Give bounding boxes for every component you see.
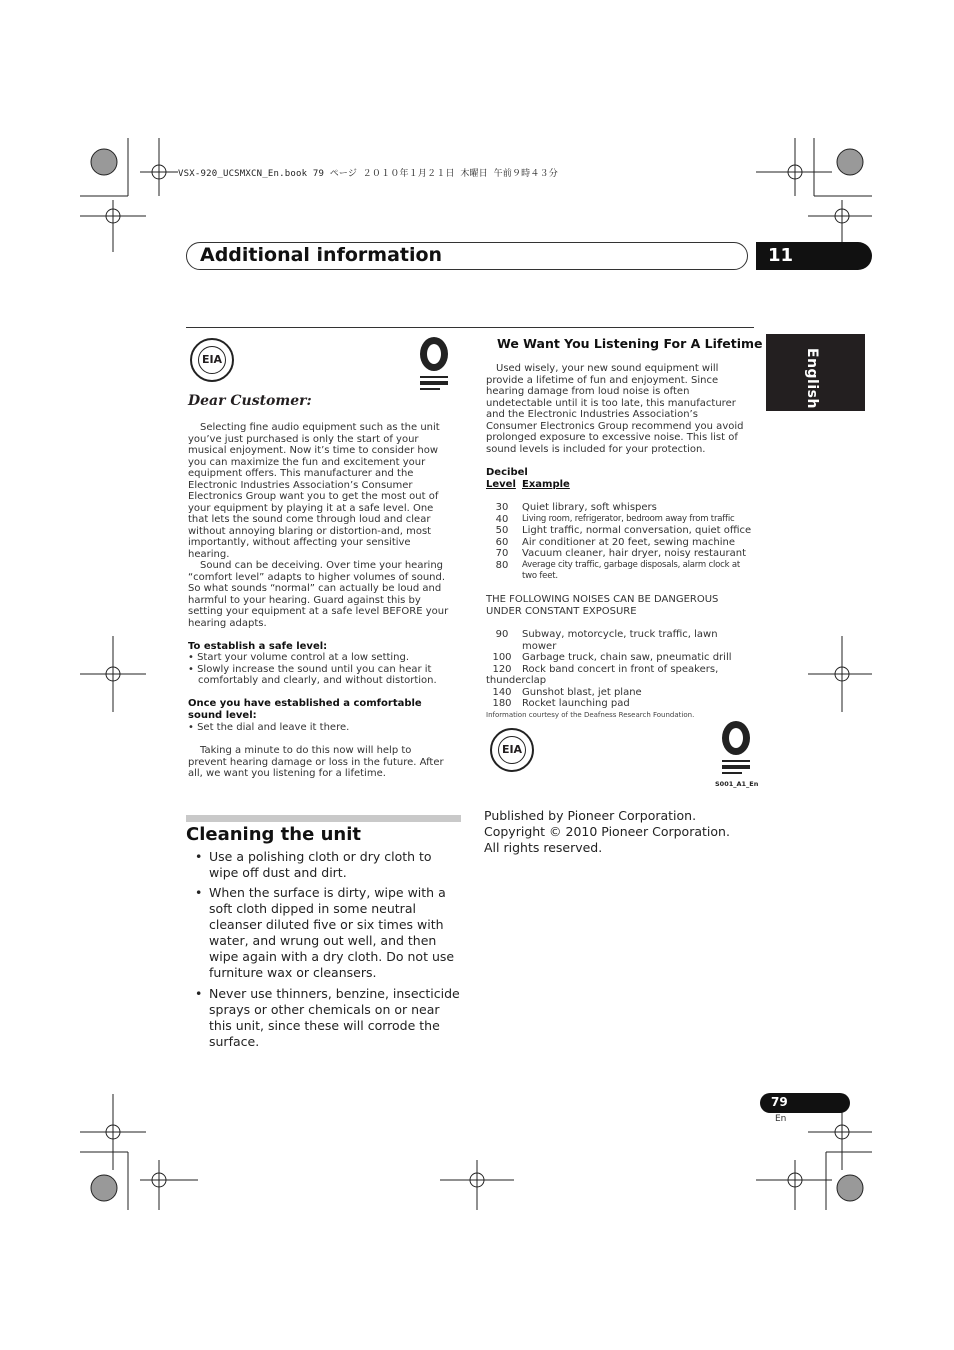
lifetime-heading: We Want You Listening For A Lifetime xyxy=(497,336,763,351)
page-title: Additional information xyxy=(200,244,443,266)
level-cell: 180 xyxy=(492,698,512,709)
level-cell: 50 xyxy=(495,525,509,536)
level-cell: 120 xyxy=(492,663,512,675)
comfort-heading: Once you have established a comfortable sound level: xyxy=(188,698,422,721)
language-label: English xyxy=(804,348,820,409)
example-cell: Quiet library, soft whispers xyxy=(522,502,657,513)
listening-logo xyxy=(416,336,452,394)
table-row xyxy=(486,560,752,583)
lifetime-intro: Used wisely, your new sound equipment will provide a lifetime of fun and enjoyment. Since hearing damage from loud noise is often undetectable until it is too late, this manufacturer and the Electronic Industries Association’s Consumer Electronics Group recommend you avoid prolonged exposure to excessive noise. This list of sound levels is included for your protection. xyxy=(486,363,744,455)
example-cell: Air conditioner at 20 feet, sewing machine xyxy=(522,536,735,548)
example-cell: Living room, refrigerator, bedroom away from traffic xyxy=(522,513,735,524)
level-cell: 70 xyxy=(495,548,509,559)
publisher-line: Published by Pioneer Corporation. xyxy=(484,808,697,823)
eia-logo-text: EIA xyxy=(498,736,526,764)
safe-item-2: • Slowly increase the sound until you can hear it xyxy=(188,664,432,675)
example-cell: Rock band concert in front of speakers, xyxy=(522,663,719,675)
safe-item-2-cont: comfortably and clearly, and without distortion. xyxy=(198,675,437,686)
page-language: En xyxy=(775,1114,787,1124)
level-cell: 140 xyxy=(492,686,512,698)
decibel-label: Decibel xyxy=(486,467,528,478)
bullet-dot: • xyxy=(195,849,203,864)
table-row xyxy=(486,675,752,687)
table-row xyxy=(486,537,752,549)
cleaning-item xyxy=(195,986,461,1050)
table-row xyxy=(486,514,752,526)
level-cell: 80 xyxy=(495,559,509,571)
cleaning-item xyxy=(195,849,461,881)
example-cell: Light traffic, normal conversation, quiet office xyxy=(522,525,752,536)
copyright-line: Copyright © 2010 Pioneer Corporation. xyxy=(484,824,730,839)
document-code: S001_A1_En xyxy=(715,780,759,788)
eia-logo xyxy=(190,338,234,382)
danger-table xyxy=(486,629,752,710)
closing-paragraph: Taking a minute to do this now will help to prevent hearing damage or loss in the future. After all, we want you listening for a lifetime. xyxy=(188,745,444,779)
danger-heading: THE FOLLOWING NOISES CAN BE DANGEROUS UNDER CONSTANT EXPOSURE xyxy=(486,594,719,617)
table-row xyxy=(486,652,752,664)
intro-paragraph: Selecting fine audio equipment such as the unit you’ve just purchased is only the start of your musical enjoyment. Now it’s time to consider how you can maximize the fun and excitement your equipment offers. This manufacturer and the Electronic Industries Association’s Consumer Electronics Group want you to get the most out of your equipment by playing it at a safe level. One that lets the sound come through loud and clear without annoying blaring or distortion-and, most importantly, without affecting your sensitive hearing. xyxy=(188,422,440,560)
example-cell: Subway, motorcycle, truck traffic, lawn mower xyxy=(522,629,718,652)
safe-level-heading: To establish a safe level: xyxy=(188,641,328,652)
table-row xyxy=(486,525,752,537)
print-info-line: VSX-920_UCSMXCN_En.book 79 ページ ２０１０年１月２１日 木曜日 午前９時４３分 xyxy=(178,169,558,179)
example-cell: Rocket launching pad xyxy=(522,698,630,709)
cleaning-item-text: Never use thinners, benzine, insecticide sprays or other chemicals on or near this unit, since these will corrode the surface. xyxy=(209,986,460,1049)
eia-logo-text: EIA xyxy=(198,346,226,374)
cleaning-item-text: When the surface is dirty, wipe with a soft cloth dipped in some neutral cleanser diluted five or six times with water, and wrung out well, and then wipe again with a dry cloth. Do not use furniture wax or cleansers. xyxy=(209,885,455,980)
chapter-badge: 11 xyxy=(756,242,872,270)
bullet-dot: • xyxy=(195,885,203,900)
level-cell: 30 xyxy=(495,502,509,513)
cleaning-item-text: Use a polishing cloth or dry cloth to wipe off dust and dirt. xyxy=(209,849,432,880)
table-row xyxy=(486,548,752,560)
example-column-header: Example xyxy=(522,479,570,490)
table-row xyxy=(486,629,752,652)
courtesy-note: Information courtesy of the Deafness Research Foundation. xyxy=(486,711,695,719)
rights-line: All rights reserved. xyxy=(484,840,603,855)
level-cell: 100 xyxy=(492,652,512,663)
comfort-item: • Set the dial and leave it there. xyxy=(188,722,350,733)
decibel-table xyxy=(486,502,752,583)
sound-paragraph: Sound can be deceiving. Over time your hearing “comfort level” adapts to higher volumes of sound. So what sounds “normal” can actually be loud and harmful to your hearing. Guard against this by setting your equipment at a safe level BEFORE your hearing adapts. xyxy=(188,560,449,629)
top-divider xyxy=(186,327,754,328)
example-cell: thunderclap xyxy=(486,675,547,686)
example-cell: Gunshot blast, jet plane xyxy=(522,686,642,698)
table-row xyxy=(486,502,752,514)
section-bar xyxy=(186,815,461,822)
listening-logo xyxy=(718,720,754,778)
example-cell: Vacuum cleaner, hair dryer, noisy restaurant xyxy=(522,548,747,559)
table-row xyxy=(486,687,752,699)
level-cell: 60 xyxy=(495,536,509,548)
table-row xyxy=(486,698,752,710)
page-number: 79 xyxy=(760,1093,850,1113)
level-cell: 40 xyxy=(495,513,509,525)
dear-customer-heading: Dear Customer: xyxy=(188,393,312,409)
level-column-header: Level xyxy=(486,479,516,490)
eia-logo xyxy=(490,728,534,772)
bullet-dot: • xyxy=(195,986,203,1001)
safe-item-1: • Start your volume control at a low setting. xyxy=(188,652,410,663)
table-row xyxy=(486,664,752,676)
cleaning-title: Cleaning the unit xyxy=(186,824,361,845)
cleaning-item xyxy=(195,885,461,981)
level-cell: 90 xyxy=(495,629,509,640)
example-cell: Average city traffic, garbage disposals, alarm clock at two feet. xyxy=(522,559,740,581)
example-cell: Garbage truck, chain saw, pneumatic drill xyxy=(522,652,732,663)
language-tab xyxy=(766,334,865,411)
